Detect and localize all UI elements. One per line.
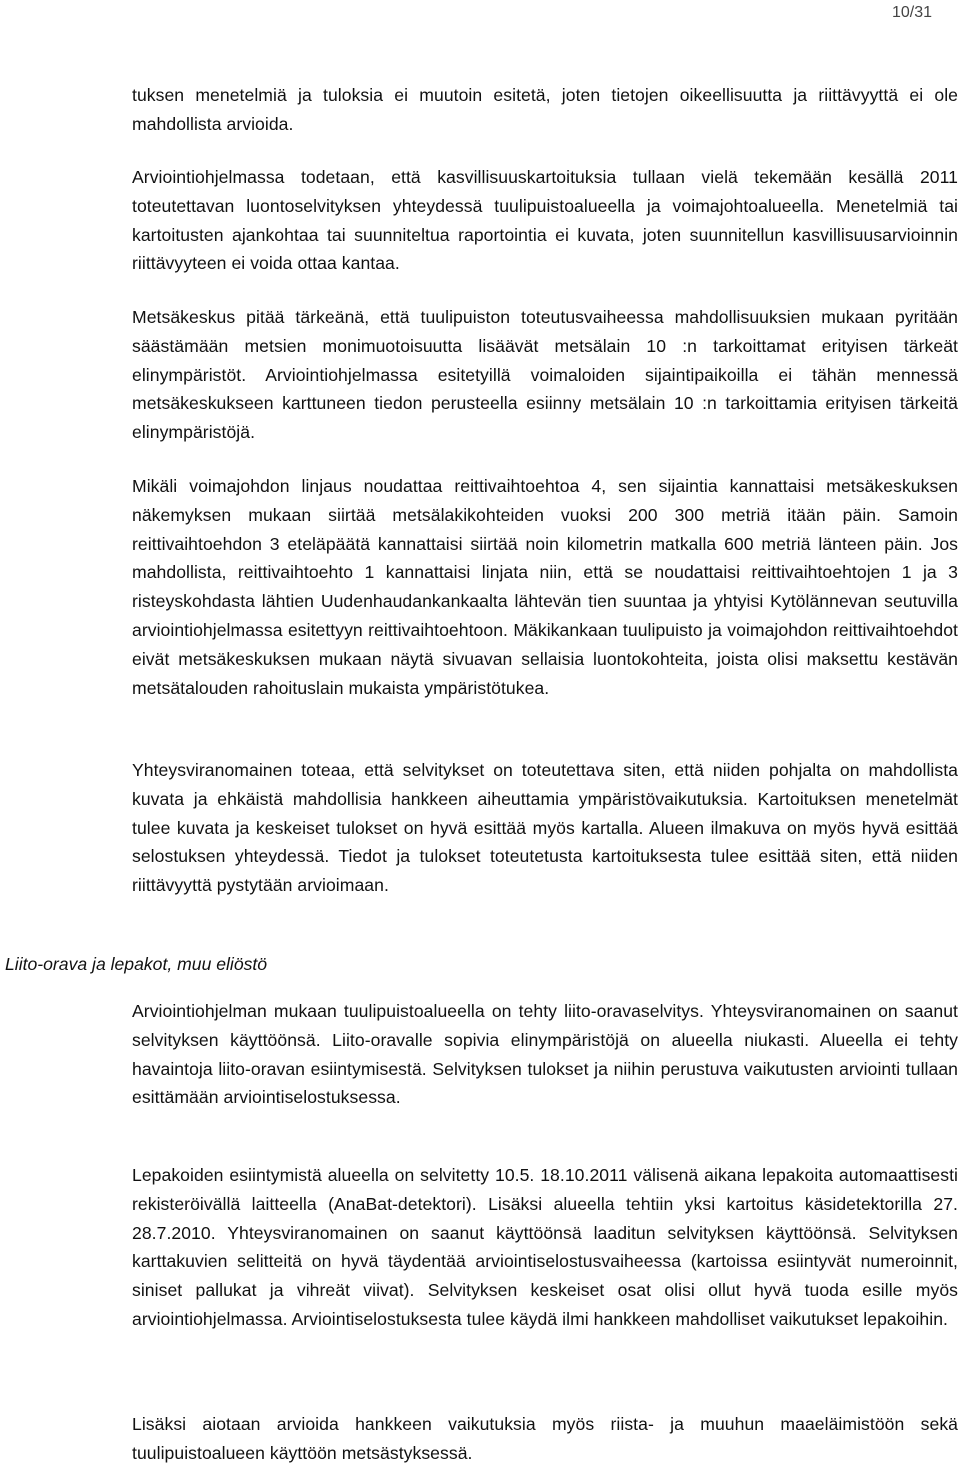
paragraph-assessment-accuracy: tuksen menetelmiä ja tuloksia ei muutoin esitetä, joten tietojen oikeellisuutta ja riittävyyttä ei ole mahdollista arvioida. <box>132 85 958 134</box>
paragraph-flying-squirrel: Arviointiohjelman mukaan tuulipuistoalueella on tehty liito-oravaselvitys. Yhteysviranomainen on saanut selvityksen käyttöönsä. Liito-oravalle sopivia elinympäristöjä on alueella niukasti. Alueella ei tehty havaintoja liito-oravan esiintymisestä. Selvityksen tulokset ja niihin perustuva vaikutusten arviointi tullaan esittämään arviointiselostuksessa. <box>132 1001 958 1108</box>
paragraph-game-animals: Lisäksi aiotaan arvioida hankkeen vaikutuksia myös riista- ja muuhun maaeläimistöön sekä tuulipuistoalueen käyttöön metsästyksessä. <box>132 1414 958 1463</box>
paragraph-authority-statement: Yhteysviranomainen toteaa, että selvitykset on toteutettava siten, että niiden pohjalta on mahdollista kuvata ja ehkäistä mahdollisia hankkeen aiheuttamia ympäristövaikutuksia. Kartoituksen menetelmät tulee kuvata ja keskeiset tulokset on hyvä esittää myös kartalla. Alueen ilmakuva on myös hyvä esittää selostuksen yhteydessä. Tiedot ja tulokset toteutetusta kartoituksesta tulee esittää siten, että niiden riittävyyttä pystytään arvioimaan. <box>132 760 958 896</box>
page-number: 10/31 <box>891 4 932 21</box>
paragraph-power-line-routing: Mikäli voimajohdon linjaus noudattaa reittivaihtoehtoa 4, sen sijaintia kannattaisi metsäkeskuksen näkemyksen mukaan siirtää metsälakikohteiden vuoksi 200 300 metriä itään päin. Samoin reittivaihtoehdon 3 eteläpäätä kannattaisi siirtää noin kilometrin matkalla 600 metriä länteen päin. Jos mahdollista, reittivaihtoehto 1 kannattaisi linjata niin, että se noudattaisi reittivaihtoehtojen 1 ja 3 risteyskohdasta lähtien Uudenhaudankankaalta lähtevän tien suuntaa ja yhtyisi Kytölännevan seutuvilla arviointiohjelmassa esitettyyn reittivaihtoehtoon. Mäkikankaan tuulipuisto ja voimajohdon reittivaihtoehdot eivät metsäkeskuksen mukaan näytä sivuavan sellaisia luontokohteita, joista olisi maksettu kestävän metsätalouden rahoituslain mukaista ympäristötukea. <box>132 476 958 698</box>
paragraph-vegetation-surveys: Arviointiohjelmassa todetaan, että kasvillisuuskartoituksia tullaan vielä tekemään kesällä 2011 toteutettavan luontoselvityksen yhteydessä tuulipuistoalueella ja voimajohtoalueella. Menetelmiä tai kartoitusten ajankohtaa tai suunniteltua raportointia ei kuvata, joten suunnitellun kasvillisuusarvioinnin riittävyyteen ei voida ottaa kantaa. <box>132 167 958 274</box>
paragraph-forest-centre-habitats: Metsäkeskus pitää tärkeänä, että tuulipuiston toteutusvaiheessa mahdollisuuksien mukaan pyritään säästämään metsien monimuotoisuutta lisäävät metsälain 10 :n tarkoittamat erityisen tärkeät elinympäristöt. Arviointiohjelmassa esitetyillä voimaloiden sijaintipaikoilla ei tähän mennessä metsäkeskukseen karttuneen tiedon perusteella esiinny metsälain 10 :n tarkoittamia erityisen tärkeitä elinympäristöjä. <box>132 307 958 443</box>
paragraph-bats: Lepakoiden esiintymistä alueella on selvitetty 10.5. 18.10.2011 välisenä aikana lepakoita automaattisesti rekisteröivällä laitteella (AnaBat-detektori). Lisäksi alueella tehtiin yksi kartoitus käsidetektorilla 27. 28.7.2010. Yhteysviranomainen on saanut käyttöönsä laaditun selvityksen käyttöönsä. Selvityksen karttakuvien selitteitä on hyvä täydentää arviointiselostusvaiheessa (kartoissa esiintyvät numeroinnit, siniset pallukat ja vihreät viivat). Selvityksen keskeiset osat olisi ollut hyvä tuoda esille myös arviointiohjelmassa. Arviointiselostuksesta tulee käydä ilmi hankkeen mahdolliset vaikutukset lepakoihin. <box>132 1165 958 1329</box>
section-heading: Liito-orava ja lepakot, muu eliöstö <box>5 954 268 974</box>
